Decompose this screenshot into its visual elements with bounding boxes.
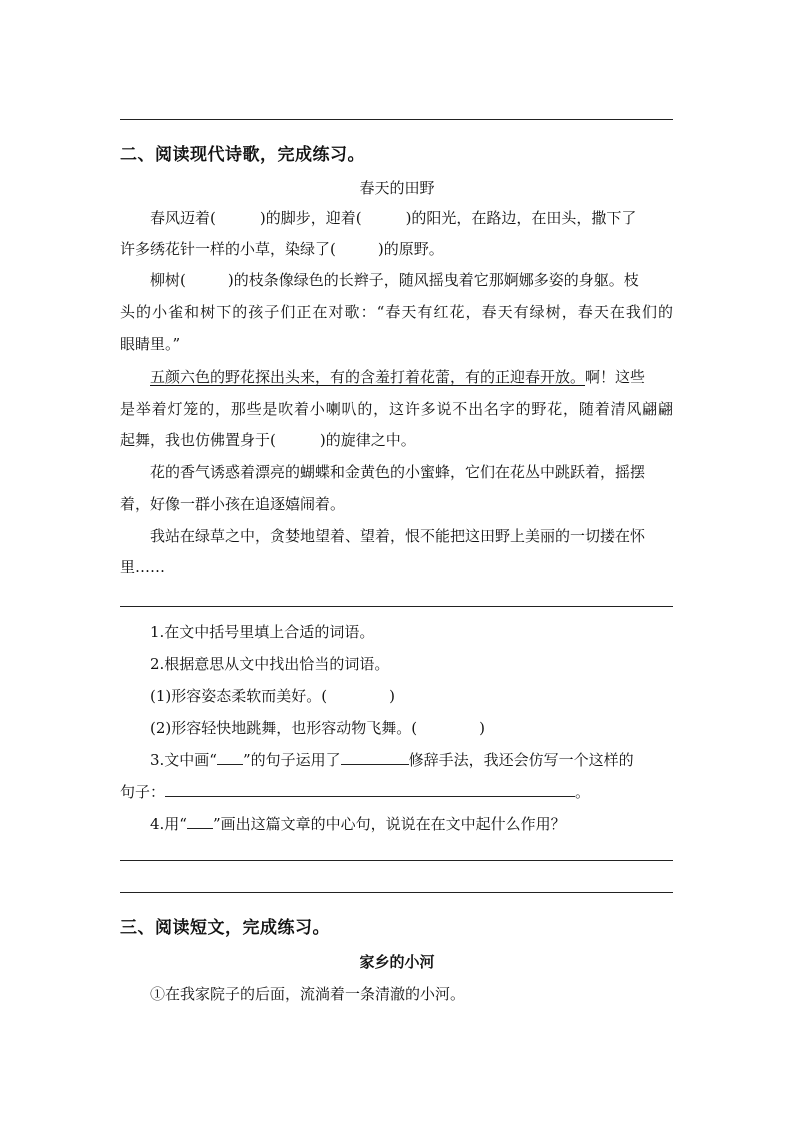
answer-blank[interactable] [217, 750, 243, 765]
section3-heading: 三、阅读短文，完成练习。 [120, 918, 330, 938]
poem-line: 五颜六色的野花探出头来，有的含羞打着花蕾，有的正迎春开放。啊！这些 [150, 368, 646, 386]
passage-divider [120, 606, 673, 607]
poem-title: 春天的田野 [359, 179, 435, 197]
question-4: 4.用“ ”画出这篇文章的中心句，说说在在文中起什么作用？ [150, 815, 566, 833]
poem-line: 春风迈着( )的脚步，迎着( )的阳光，在路边，在田头，撒下了 [150, 209, 637, 227]
question-3-cont: 句子： 。 [120, 783, 591, 801]
poem-line: 里…… [120, 558, 166, 576]
section2-heading: 二、阅读现代诗歌，完成练习。 [120, 145, 365, 165]
question-2-2: (2)形容轻快地跳舞，也形容动物飞舞。( ) [150, 719, 485, 737]
poem-line: 头的小雀和树下的孩子们正在对歌：“春天有红花，春天有绿树，春天在我们的 [120, 303, 673, 321]
top-divider [120, 119, 673, 120]
underlined-sentence: 五颜六色的野花探出头来，有的含羞打着花蕾，有的正迎春开放。 [150, 368, 586, 386]
answer-line[interactable] [120, 892, 673, 893]
passage-line: ①在我家院子的后面，流淌着一条清澈的小河。 [150, 985, 466, 1003]
poem-line: 着，好像一群小孩在追逐嬉闹着。 [120, 495, 346, 513]
question-2-1: (1)形容姿态柔软而美好。( ) [150, 687, 395, 705]
question-3: 3.文中画“ ”的句子运用了 修辞手法，我还会仿写一个这样的 [150, 751, 634, 769]
answer-blank[interactable] [187, 814, 213, 829]
answer-blank[interactable] [165, 782, 575, 797]
poem-line: 我站在绿草之中，贪婪地望着、望着，恨不能把这田野上美丽的一切搂在怀 [150, 527, 646, 545]
answer-blank[interactable] [341, 750, 409, 765]
passage-title: 家乡的小河 [359, 953, 435, 971]
poem-line: 起舞，我也仿佛置身于( )的旋律之中。 [120, 431, 416, 449]
poem-line: 柳树( )的枝条像绿色的长辫子，随风摇曳着它那婀娜多姿的身躯。枝 [150, 271, 639, 289]
poem-line: 花的香气诱惑着漂亮的蝴蝶和金黄色的小蜜蜂，它们在花丛中跳跃着，摇摆 [150, 463, 646, 481]
answer-line[interactable] [120, 860, 673, 861]
question-2: 2.根据意思从文中找出恰当的词语。 [150, 655, 390, 673]
poem-line: 是举着灯笼的，那些是吹着小喇叭的，这许多说不出名字的野花，随着清风翩翩 [120, 400, 673, 418]
question-1: 1.在文中括号里填上合适的词语。 [150, 623, 375, 641]
poem-line: 许多绣花针一样的小草，染绿了( )的原野。 [120, 240, 444, 258]
poem-line: 眼睛里。” [120, 335, 181, 353]
